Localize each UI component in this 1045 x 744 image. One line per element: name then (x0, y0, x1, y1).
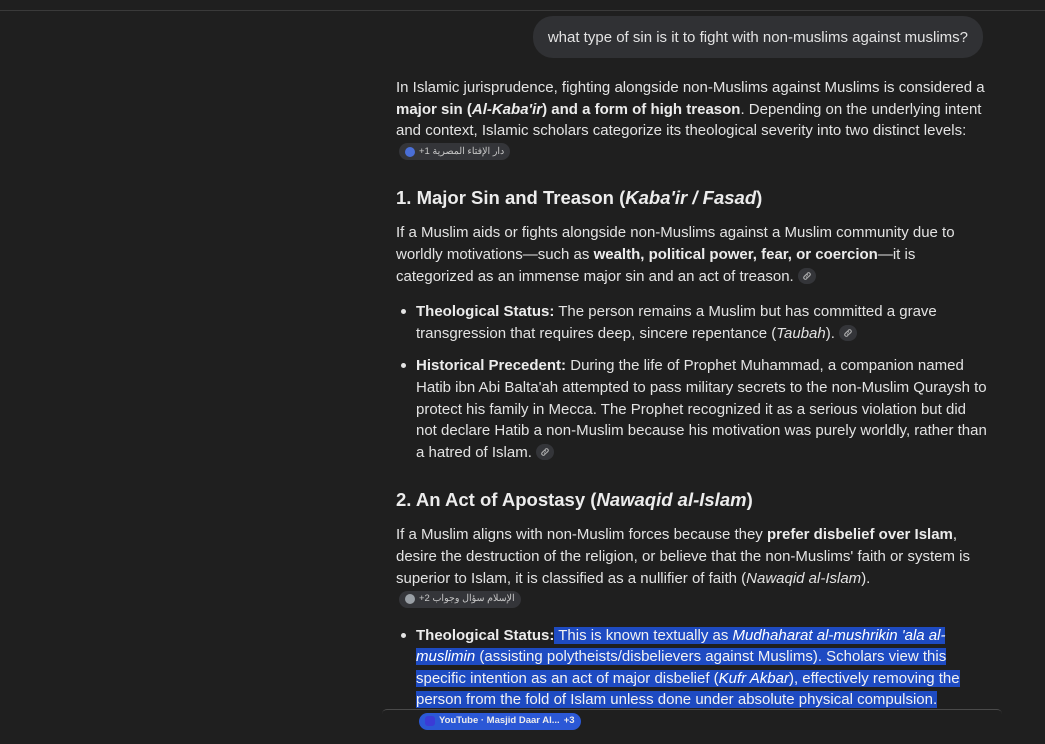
section-2-bold: prefer disbelief over Islam (766, 526, 953, 544)
section-2-heading-prefix: 2. An Act of Apostasy ( (396, 489, 597, 511)
bullet-label: Historical Precedent: (416, 357, 567, 375)
section-2-list (396, 625, 990, 733)
intro-text-2: . Depending on the underlying intent and context, Islamic scholars categorize its theological severity into two distinct levels: (396, 100, 982, 140)
citation-link-button[interactable] (839, 325, 857, 341)
source-chip-more: +3 (563, 715, 575, 727)
source-chip-youtube[interactable] (419, 713, 581, 730)
intro-italic: Al-Kaba'ir (471, 100, 543, 118)
bullet-text-1: During the life of Prophet Muhammad, a companion named Hatib ibn Abi Balta'ah attempted to pass military secrets to the non-Muslim Quraysh to protect his family in Mecca. The Prophet recognized it as a serious violation but did not declare Hatib a non-Muslim because his motivation was purely worldly, rather than a hatred of Islam. (416, 357, 987, 461)
link-icon (802, 271, 812, 281)
citation-link-button[interactable] (798, 268, 816, 284)
section-1-text-2: —it is categorized as an immense major sin and an act of treason. (396, 245, 916, 285)
source-chip-label: +1 دار الإفتاء المصرية (419, 146, 505, 158)
bullet-italic-2: Kufr Akbar (718, 669, 789, 687)
list-item (416, 301, 990, 344)
section-1-paragraph (396, 222, 990, 287)
link-icon (540, 447, 550, 457)
section-1-list (396, 301, 990, 463)
bullet-text-2: ). (825, 324, 835, 342)
list-item (416, 625, 990, 733)
intro-bold-1 (396, 101, 740, 118)
bullet-italic: Taubah (776, 324, 826, 342)
section-2-heading-italic: Nawaqid al-Islam (596, 489, 747, 511)
source-favicon-icon (405, 594, 415, 604)
source-chip-label: +2 الإسلام سؤال وجواب (419, 593, 515, 605)
user-message-text: what type of sin is it to fight with non-muslims against muslims? (547, 28, 968, 46)
section-2-heading (396, 488, 990, 512)
intro-paragraph (396, 77, 990, 163)
user-message-bubble (533, 16, 983, 58)
section-2-text-3: ). (861, 569, 871, 587)
intro-bold-text-a: major sin ( (396, 100, 472, 118)
section-1-bold: wealth, political power, fear, or coercion (593, 245, 878, 263)
section-2-text-2: , desire the destruction of the religion, or believe that the non-Muslims' faith or system is superior to Islam, it is classified as a nullifier of faith ( (396, 526, 970, 587)
section-1-heading-suffix: ) (756, 187, 763, 209)
bullet-text-1: This is known textually as (554, 626, 733, 644)
bullet-text-2: (assisting polytheists/disbelievers against Muslims). Scholars view this specific intention as an act of major disbelief ( (416, 648, 947, 687)
intro-text-1: In Islamic jurisprudence, fighting alongside non-Muslims against Muslims is considered a (396, 79, 985, 96)
link-icon (843, 328, 853, 338)
citation-link-button[interactable] (536, 444, 554, 460)
section-2-italic: Nawaqid al-Islam (746, 569, 862, 587)
top-divider (0, 10, 1045, 11)
list-item (416, 355, 990, 463)
bullet-label: Theological Status: (416, 303, 555, 321)
youtube-icon (425, 716, 435, 726)
section-1-text-1: If a Muslim aids or fights alongside non-Muslims against a Muslim community due to worldly motivations—such as (396, 224, 955, 263)
source-chip-intro[interactable] (399, 143, 510, 160)
bullet-text-3: ), effectively removing the person from the fold of Islam unless done under absolute physical compulsion. (416, 669, 960, 709)
assistant-response (396, 77, 990, 744)
intro-bold-text-b: ) and a form of high treason (542, 100, 741, 118)
bullet-label: Theological Status: (416, 626, 555, 644)
section-1-heading-wrap (396, 186, 990, 210)
section-1-heading-prefix: 1. Major Sin and Treason ( (396, 187, 626, 209)
source-chip-label: YouTube · Masjid Daar Al... (439, 715, 560, 727)
bullet-italic-1: Mudhaharat al-mushrikin 'ala al-muslimin (416, 626, 946, 666)
section-2-heading-suffix: ) (746, 489, 753, 511)
section-2-paragraph (396, 524, 990, 610)
source-chip-section-2[interactable] (399, 591, 521, 608)
section-2-heading-wrap (396, 488, 990, 512)
bullet-text-1: The person remains a Muslim but has committed a grave transgression that requires deep, sincere repentance ( (416, 303, 937, 342)
source-favicon-icon (405, 147, 415, 157)
section-1-heading-italic: Kaba'ir / Fasad (625, 187, 757, 209)
input-bar-edge (382, 709, 1002, 714)
section-1-heading (396, 186, 990, 210)
section-2-text-1: If a Muslim aligns with non-Muslim forces because they (396, 526, 767, 544)
